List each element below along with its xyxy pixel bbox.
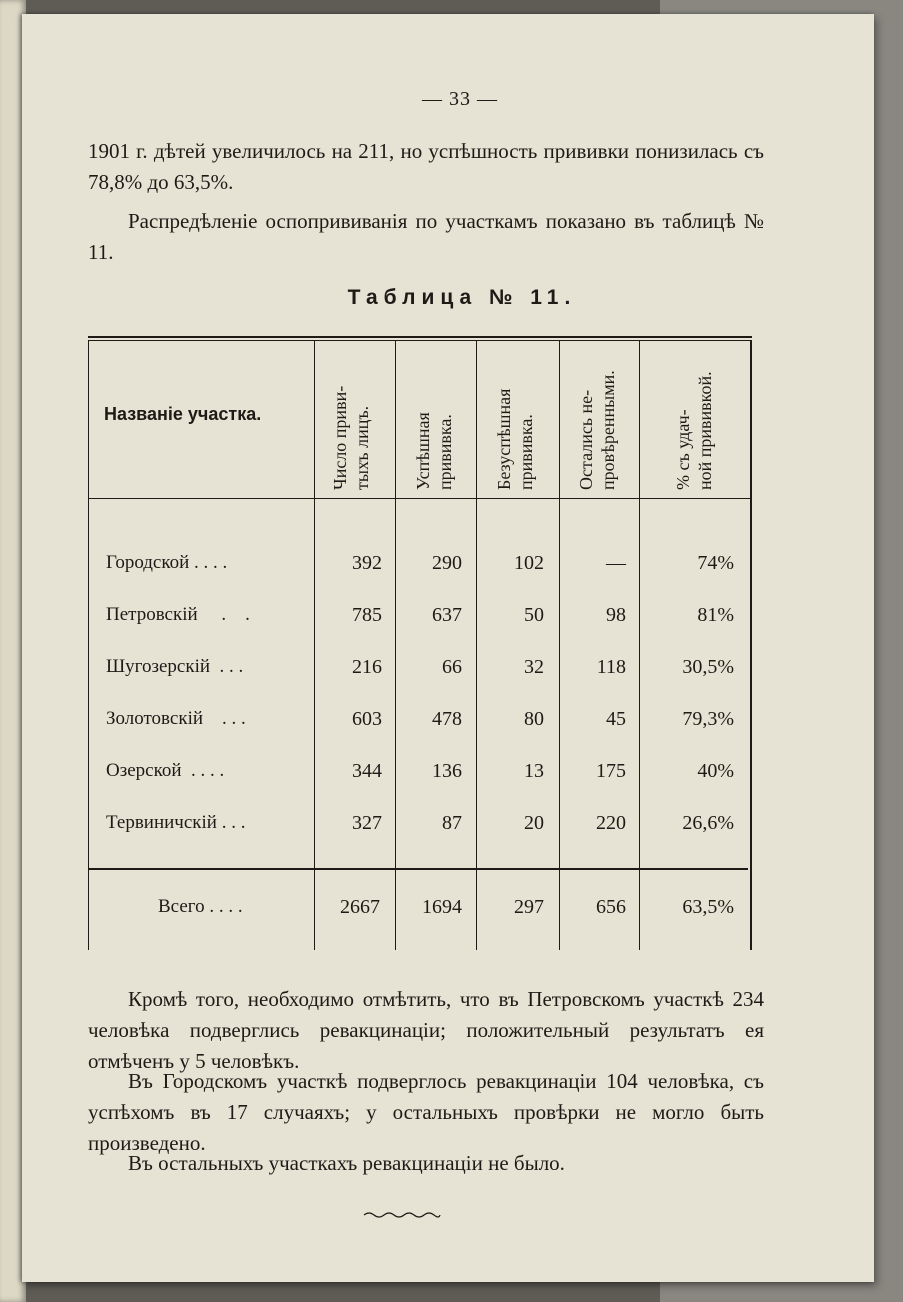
header-unsuccessful: Безуспѣшная прививка. <box>494 388 536 490</box>
cell-percent: 79,3% <box>682 708 734 730</box>
header-unchecked: Остались не- провѣренными. <box>576 370 618 490</box>
total-successful: 1694 <box>422 896 462 918</box>
cell-percent: 81% <box>697 604 734 626</box>
cell-unchecked: 220 <box>596 812 626 834</box>
cell-percent: 26,6% <box>682 812 734 834</box>
header-vaccinated: Число приви- тыхъ лицъ. <box>330 385 372 490</box>
table-top-rule <box>88 336 752 338</box>
cell-vaccinated: 327 <box>352 812 382 834</box>
total-percent: 63,5% <box>682 896 734 918</box>
paragraph-5: Въ остальныхъ участкахъ ревакцинаціи не было. <box>128 1151 565 1175</box>
page-number: — 33 — <box>422 88 498 110</box>
cell-unsuccessful: 13 <box>524 760 544 782</box>
col-divider-2 <box>395 340 396 950</box>
col-divider-1 <box>314 340 315 950</box>
row-label: Озерской . . . . <box>106 760 225 781</box>
paragraph-4: Въ Городскомъ участкѣ подверглось ревакцинаціи 104 человѣка, съ успѣхомъ въ 17 случаяхъ; у остальныхъ провѣрки не могло быть произведено. <box>88 1069 764 1155</box>
ornament-divider <box>362 1210 442 1220</box>
header-successful: Успѣшная прививка. <box>413 412 455 490</box>
col-divider-4 <box>559 340 560 950</box>
table-right-border <box>750 340 752 950</box>
cell-vaccinated: 603 <box>352 708 382 730</box>
total-vaccinated: 2667 <box>340 896 380 918</box>
row-label: Петровскій . . <box>106 604 250 625</box>
cell-successful: 87 <box>442 812 462 834</box>
header-name: Названіе участка. <box>104 404 262 424</box>
header-percent-success: % съ удач- ной прививкой. <box>673 371 715 490</box>
cell-vaccinated: 785 <box>352 604 382 626</box>
col-divider-3 <box>476 340 477 950</box>
row-label: Шугозерскій . . . <box>106 656 244 677</box>
cell-unsuccessful: 32 <box>524 656 544 678</box>
cell-percent: 40% <box>697 760 734 782</box>
cell-unchecked: 45 <box>606 708 626 730</box>
col-divider-5 <box>639 340 640 950</box>
cell-percent: 74% <box>697 552 734 574</box>
cell-unsuccessful: 102 <box>514 552 544 574</box>
paragraph-2: Распредѣленіе оспопрививанія по участкамъ показано въ таблицѣ № 11. <box>88 209 764 264</box>
cell-successful: 478 <box>432 708 462 730</box>
row-label: Городской . . . . <box>106 552 228 573</box>
cell-vaccinated: 392 <box>352 552 382 574</box>
cell-successful: 637 <box>432 604 462 626</box>
table-total-rule <box>88 868 748 870</box>
cell-unsuccessful: 20 <box>524 812 544 834</box>
table-top-rule-thin <box>88 340 752 341</box>
total-unsuccessful: 297 <box>514 896 544 918</box>
cell-percent: 30,5% <box>682 656 734 678</box>
cell-unchecked: 175 <box>596 760 626 782</box>
total-unchecked: 656 <box>596 896 626 918</box>
cell-vaccinated: 344 <box>352 760 382 782</box>
book-page <box>22 14 874 1282</box>
cell-successful: 290 <box>432 552 462 574</box>
paragraph-3: Кромѣ того, необходимо отмѣтить, что въ Петровскомъ участкѣ 234 человѣка подверглись ревакцинаціи; положительный результатъ ея отмѣченъ у 5 человѣкъ. <box>88 987 764 1073</box>
paragraph-1: 1901 г. дѣтей увеличилось на 211, но успѣшность прививки понизилась съ 78,8% до 63,5%. <box>88 139 764 194</box>
cell-vaccinated: 216 <box>352 656 382 678</box>
cell-unchecked: 98 <box>606 604 626 626</box>
cell-unchecked: 118 <box>596 656 626 678</box>
cell-successful: 136 <box>432 760 462 782</box>
table-header-rule <box>88 498 752 499</box>
cell-unchecked: — <box>606 552 626 574</box>
total-label: Всего . . . . <box>158 896 243 917</box>
cell-unsuccessful: 50 <box>524 604 544 626</box>
table-left-border <box>88 340 89 950</box>
cell-successful: 66 <box>442 656 462 678</box>
cell-unsuccessful: 80 <box>524 708 544 730</box>
table-title: Таблица № 11. <box>347 286 577 309</box>
row-label: Золотовскій . . . <box>106 708 246 729</box>
row-label: Тервиничскій . . . <box>106 812 246 833</box>
